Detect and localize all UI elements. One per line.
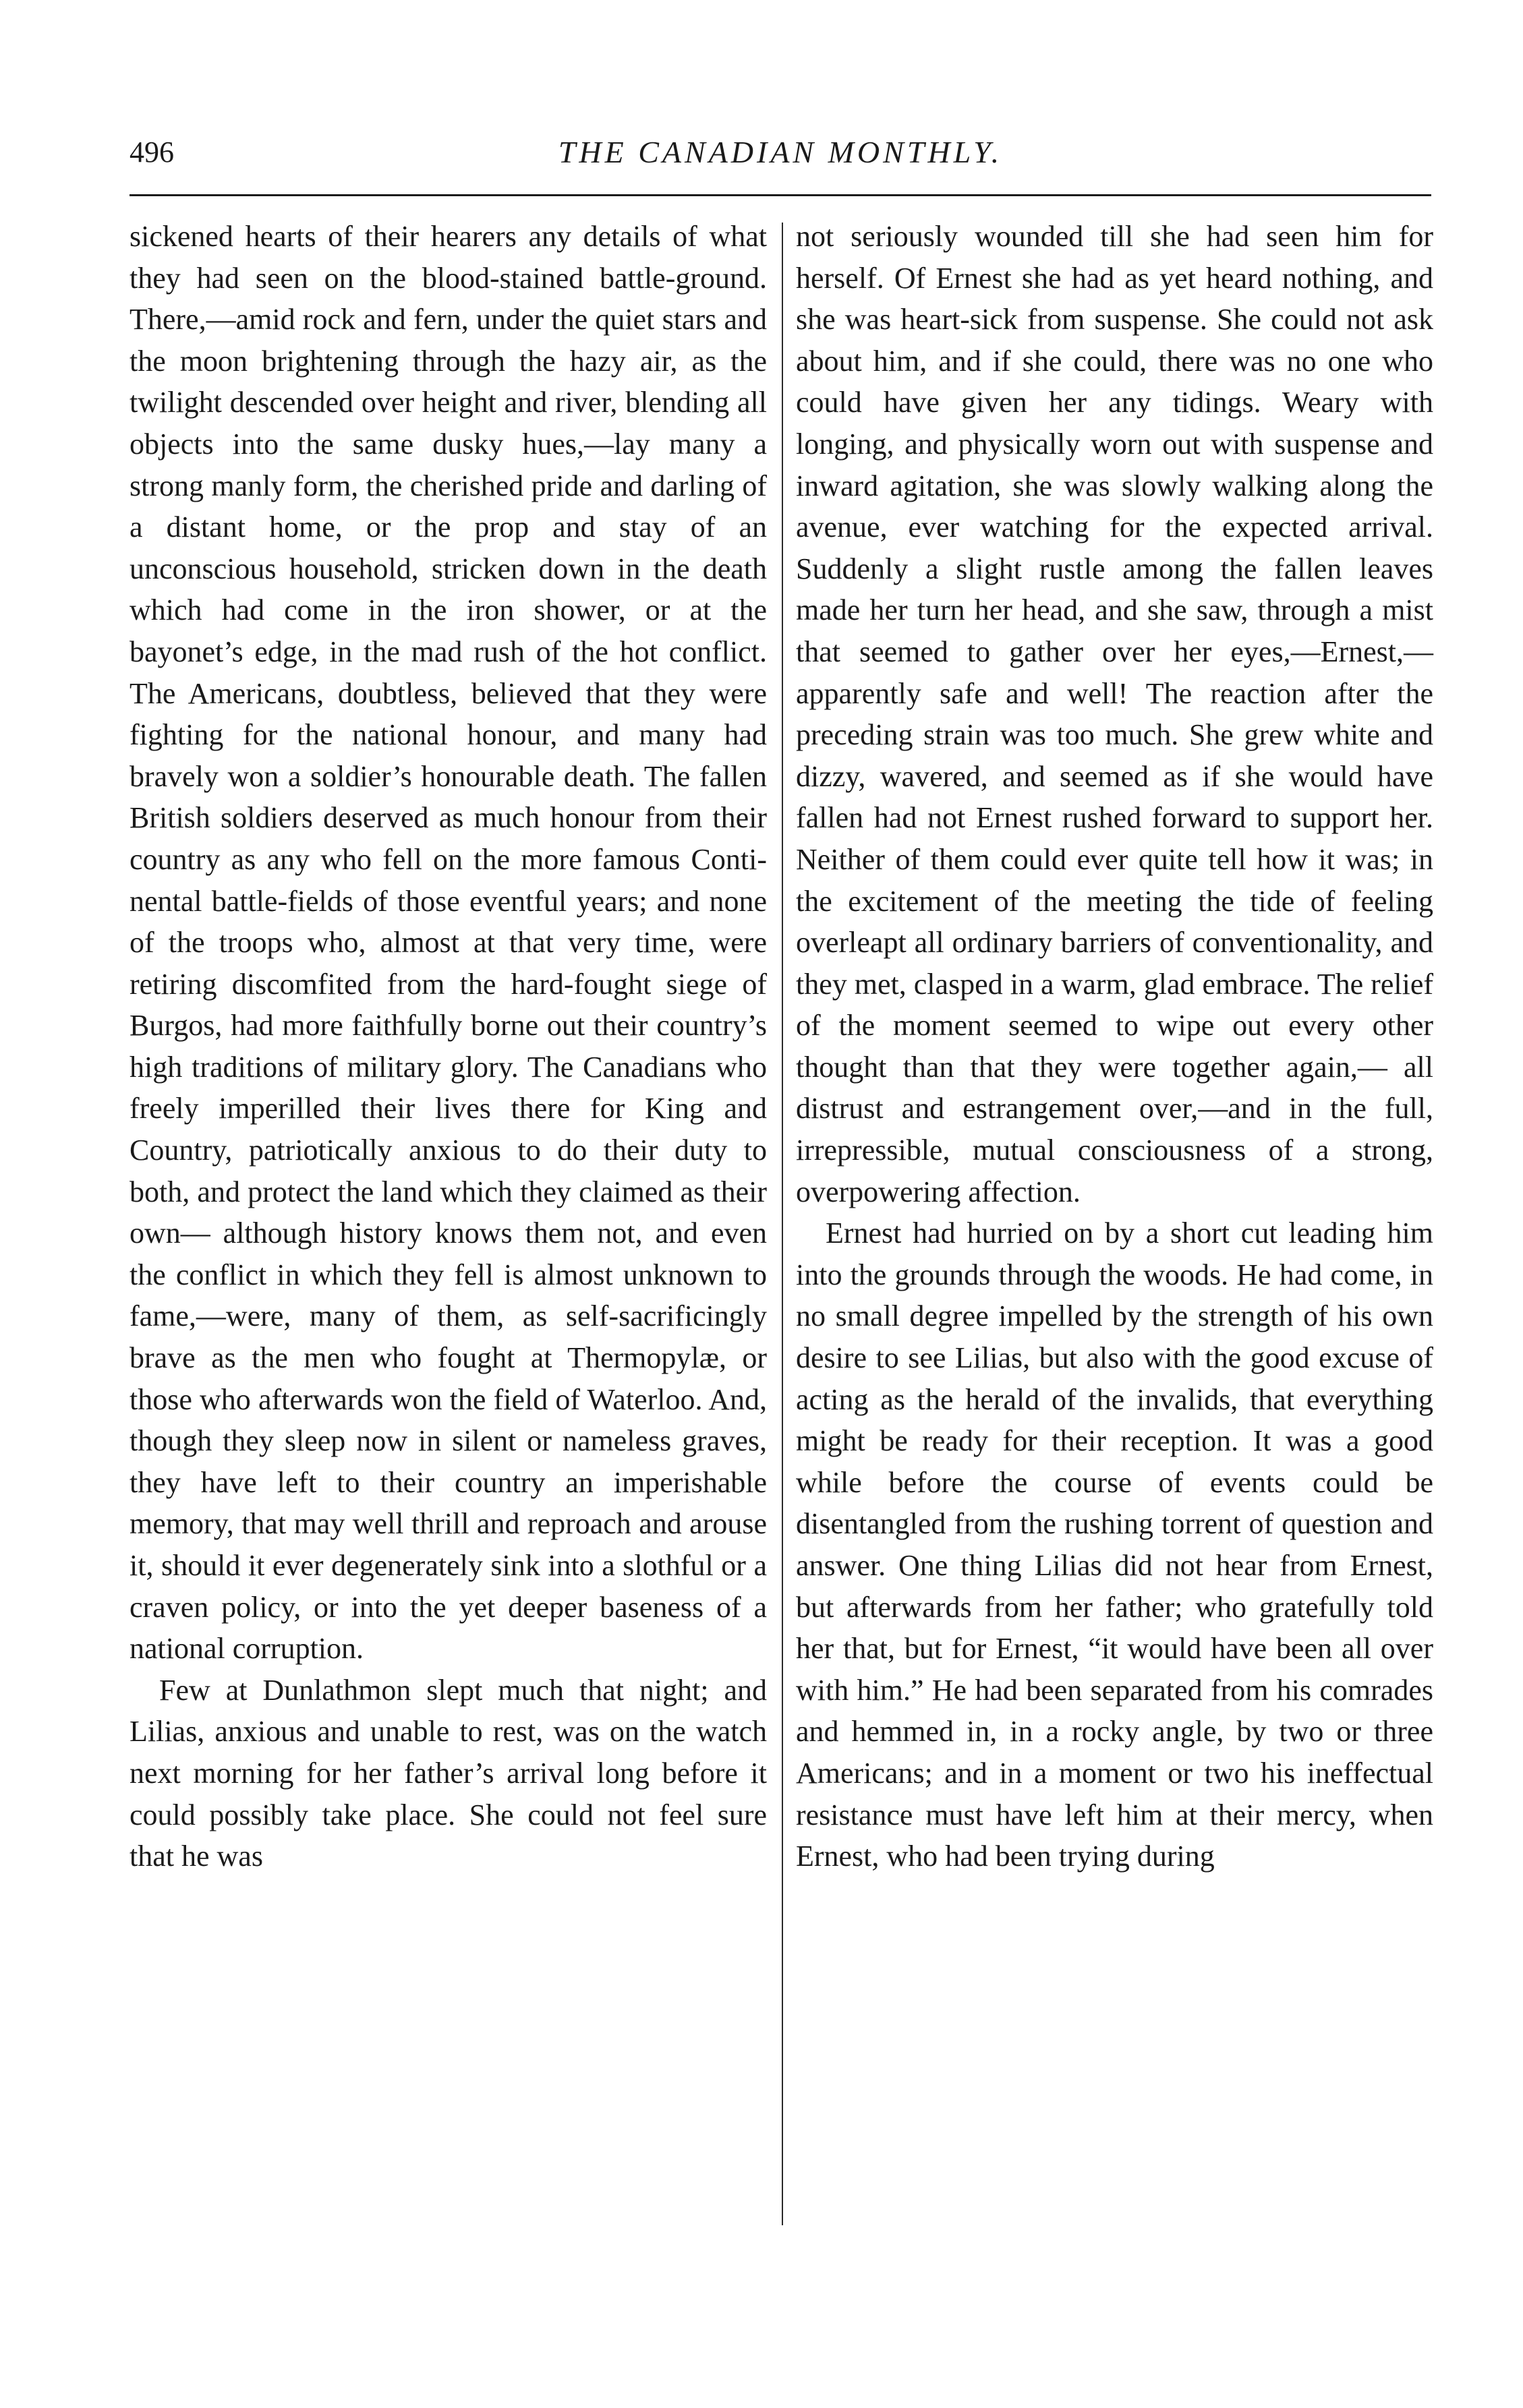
right-column xyxy=(796,216,1433,1877)
left-paragraph-1: sickened hearts of their hearers any details of what they had seen on the blood-stained battle-ground. There,—amid rock and fern, under the quiet stars and the moon brightening through the hazy air, as the twilight descended over height and river, blending all objects into the same dusky hues,—lay many a strong manly form, the cherished pride and darling of a distant home, or the prop and stay of an unconscious household, stricken down in the death which had come in the iron shower, or at the bayonet’s edge, in the mad rush of the hot conflict. The Americans, doubtless, believed that they were fighting for the national honour, and many had bravely won a soldier’s honourable death. The fallen British soldiers deserved as much honour from their country as any who fell on the more famous Continental battle-fields of those eventful years; and none of the troops who, almost at that very time, were retiring discomfited from the hard-fought siege of Burgos, had more faithfully borne out their country’s high traditions of military glory. The Canadians who freely imperilled their lives there for King and Country, patriotically anxious to do their duty to both, and protect the land which they claimed as their own— although history knows them not, and even the conflict in which they fell is almost unknown to fame,—were, many of them, as self-sacrificingly brave as the men who fought at Thermopylæ, or those who afterwards won the field of Waterloo. And, though they sleep now in silent or nameless graves, they have left to their country an imperishable memory, that may well thrill and reproach and arouse it, should it ever degenerately sink into a slothful or a craven policy, or into the yet deeper baseness of a national corruption. xyxy=(130,220,767,1666)
page-number: 496 xyxy=(130,136,174,169)
page-header xyxy=(130,132,1431,179)
running-title: THE CANADIAN MONTHLY. xyxy=(558,135,1003,169)
right-paragraph-2: Ernest had hurried on by a short cut leading him into the grounds through the woods. He had come, in no small degree impelled by the strength of his own desire to see Lilias, but also with the good excuse of acting as the herald of the invalids, that everything might be ready for their reception. It was a good while before the course of events could be disentangled from the rushing torrent of question and answer. One thing Lilias did not hear from Ernest, but afterwards from her father; who gratefully told her that, but for Ernest, “it would have been all over with him.” He had been separated from his comrades and hemmed in, in a rocky angle, by two or three Americans; and in a moment or two his ineffectual resistance must have left him at their mercy, when Ernest, who had been trying during xyxy=(796,1216,1433,1873)
header-rule xyxy=(130,194,1431,196)
right-paragraph-1: not seriously wounded till she had seen him for herself. Of Ernest she had as yet heard nothing, and she was heart-sick from suspense. She could not ask about him, and if she could, there was no one who could have given her any tidings. Weary with longing, and physically worn out with suspense and inward agitation, she was slowly walking along the avenue, ever watching for the expected arrival. Suddenly a slight rustle among the fallen leaves made her turn her head, and she saw, through a mist that seemed to gather over her eyes,—Ernest,— apparently safe and well! The reaction after the preceding strain was too much. She grew white and dizzy, wavered, and seemed as if she would have fallen had not Ernest rushed forward to support her. Neither of them could ever quite tell how it was; in the excitement of the meeting the tide of feeling overleapt all ordinary barriers of conventionality, and they met, clasped in a warm, glad embrace. The relief of the moment seemed to wipe out every other thought than that they were together again,— all distrust and estrangement over,—and in the full, irrepressible, mutual consciousness of a strong, overpowering affection. xyxy=(796,220,1433,1208)
left-paragraph-2: Few at Dunlathmon slept much that night; and Lilias, anxious and unable to rest, was on the watch next morning for her father’s arrival long before it could possibly take place. She could not feel sure that he was xyxy=(130,1673,767,1873)
column-divider xyxy=(782,223,783,2225)
left-column xyxy=(130,216,767,1877)
